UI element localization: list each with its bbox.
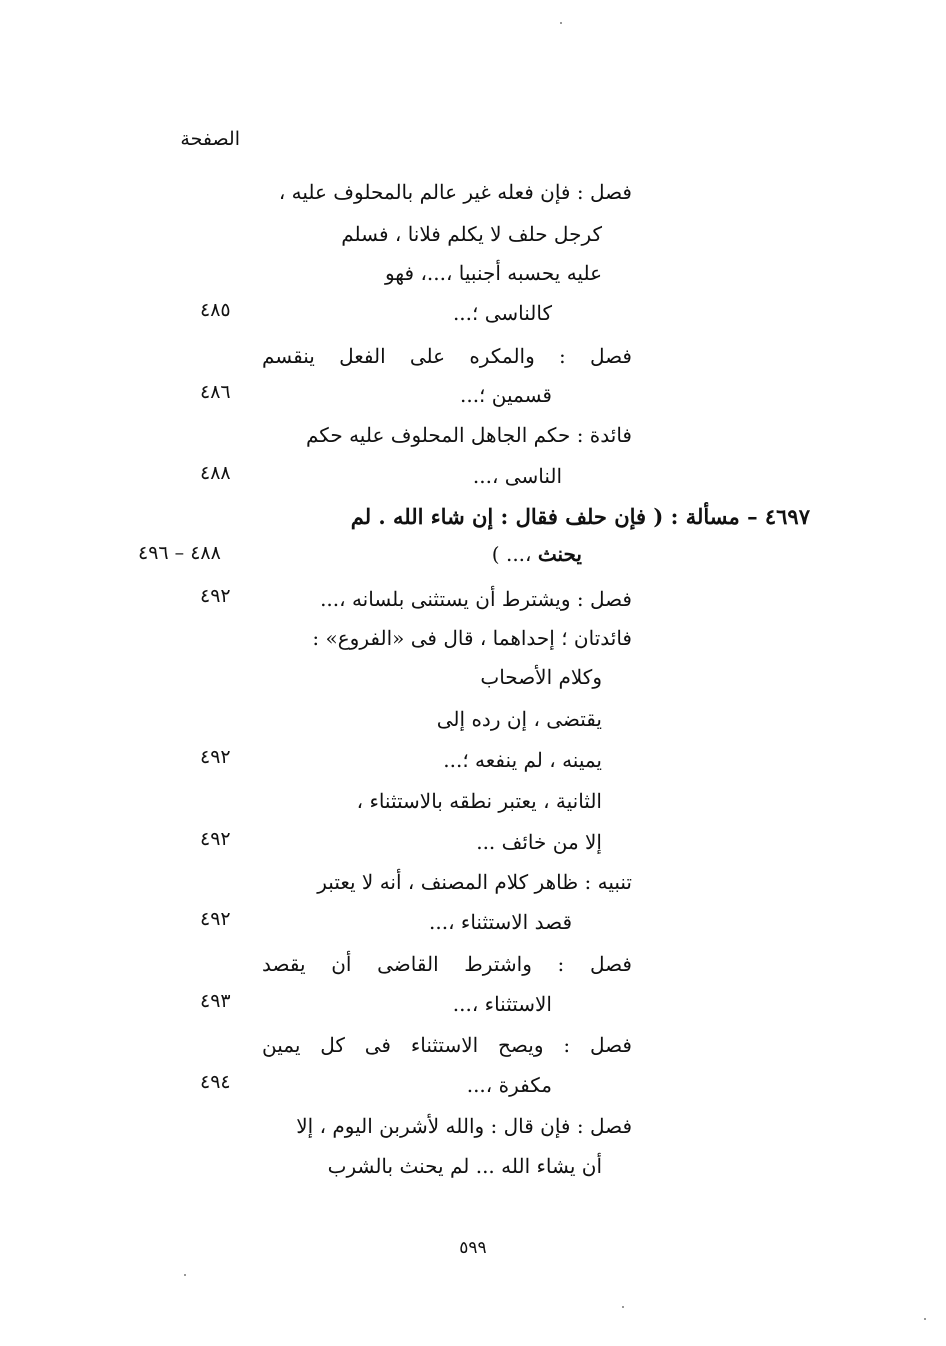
entry-line: عليه يحسبه أجنبيا ،...، فهو xyxy=(384,261,602,285)
page-ref: ٤٩٢ xyxy=(200,828,231,850)
entry-line: كالناسى ؛... xyxy=(452,301,552,325)
page-range-ref: ٤٨٨ – ٤٩٦ xyxy=(138,542,221,564)
masala-number: ٤٦٩٧ xyxy=(764,504,810,529)
page-ref: ٤٩٤ xyxy=(200,1071,231,1093)
page-number: ٥٩٩ xyxy=(459,1238,487,1258)
scan-speck xyxy=(622,1306,624,1308)
entry-line: الثانية ، يعتبر نطقه بالاستثناء ، xyxy=(356,789,602,813)
page-ref: ٤٩٢ xyxy=(200,746,231,768)
page-ref: ٤٩٢ xyxy=(200,908,231,930)
entry-line: وكلام الأصحاب xyxy=(480,665,602,689)
entry-line: فصل : ويشترط أن يستثنى بلسانه ،... xyxy=(320,587,632,611)
masala-title: مسألة : ( فإن حلف فقال : إن شاء الله . لم xyxy=(350,504,740,529)
page-ref: ٤٨٥ xyxy=(200,299,231,321)
scan-speck xyxy=(924,1318,926,1320)
entry-line: فصل : ويصح الاستثناء فى كل يمين xyxy=(262,1033,632,1057)
masala-continuation xyxy=(262,540,582,568)
entry-line: فائدة : حكم الجاهل المحلوف عليه حكم xyxy=(306,423,632,447)
masala-heading xyxy=(262,502,810,532)
entry-line: مكفرة ،... xyxy=(466,1073,552,1097)
entry-line: يمينه ، لم ينفعه ؛... xyxy=(443,748,602,772)
page-ref: ٤٨٦ xyxy=(200,381,231,403)
entry-line: فصل : واشترط القاضى أن يقصد xyxy=(262,952,632,976)
scan-speck xyxy=(184,1274,186,1276)
entry-line: كرجل حلف لا يكلم فلانا ، فسلم xyxy=(341,222,602,246)
masala-dash: – xyxy=(747,504,758,529)
entry-line: فصل : فإن فعله غير عالم بالمحلوف عليه ، xyxy=(278,180,632,204)
masala-keyword: يحنث xyxy=(537,542,582,566)
scan-speck xyxy=(560,22,562,24)
page-ref: ٤٨٨ xyxy=(200,462,231,484)
page-ref: ٤٩٣ xyxy=(200,990,231,1012)
page-ref: ٤٩٢ xyxy=(200,585,231,607)
entry-line: قصد الاستثناء ،... xyxy=(429,910,572,934)
entry-line: الاستثناء ،... xyxy=(452,992,552,1016)
entry-line: قسمين ؛... xyxy=(459,383,552,407)
entry-line: تنبيه : ظاهر كلام المصنف ، أنه لا يعتبر xyxy=(317,870,632,894)
entry-line: إلا من خائف ... xyxy=(476,830,602,854)
entry-line: الناسى ،... xyxy=(472,464,562,488)
masala-rest: ،... ) xyxy=(491,542,532,566)
entry-line: يقتضى ، إن رده إلى xyxy=(436,707,602,731)
entry-line: فصل : فإن قال : والله لأشربن اليوم ، إلا xyxy=(296,1114,632,1138)
entry-line: فائدتان ؛ إحداهما ، قال فى «الفروع» : xyxy=(312,626,632,650)
page-column-header: الصفحة xyxy=(180,128,240,150)
entry-line: أن يشاء الله ... لم يحنث بالشرب xyxy=(327,1154,602,1178)
entry-line: فصل : والمكره على الفعل ينقسم xyxy=(262,344,632,368)
